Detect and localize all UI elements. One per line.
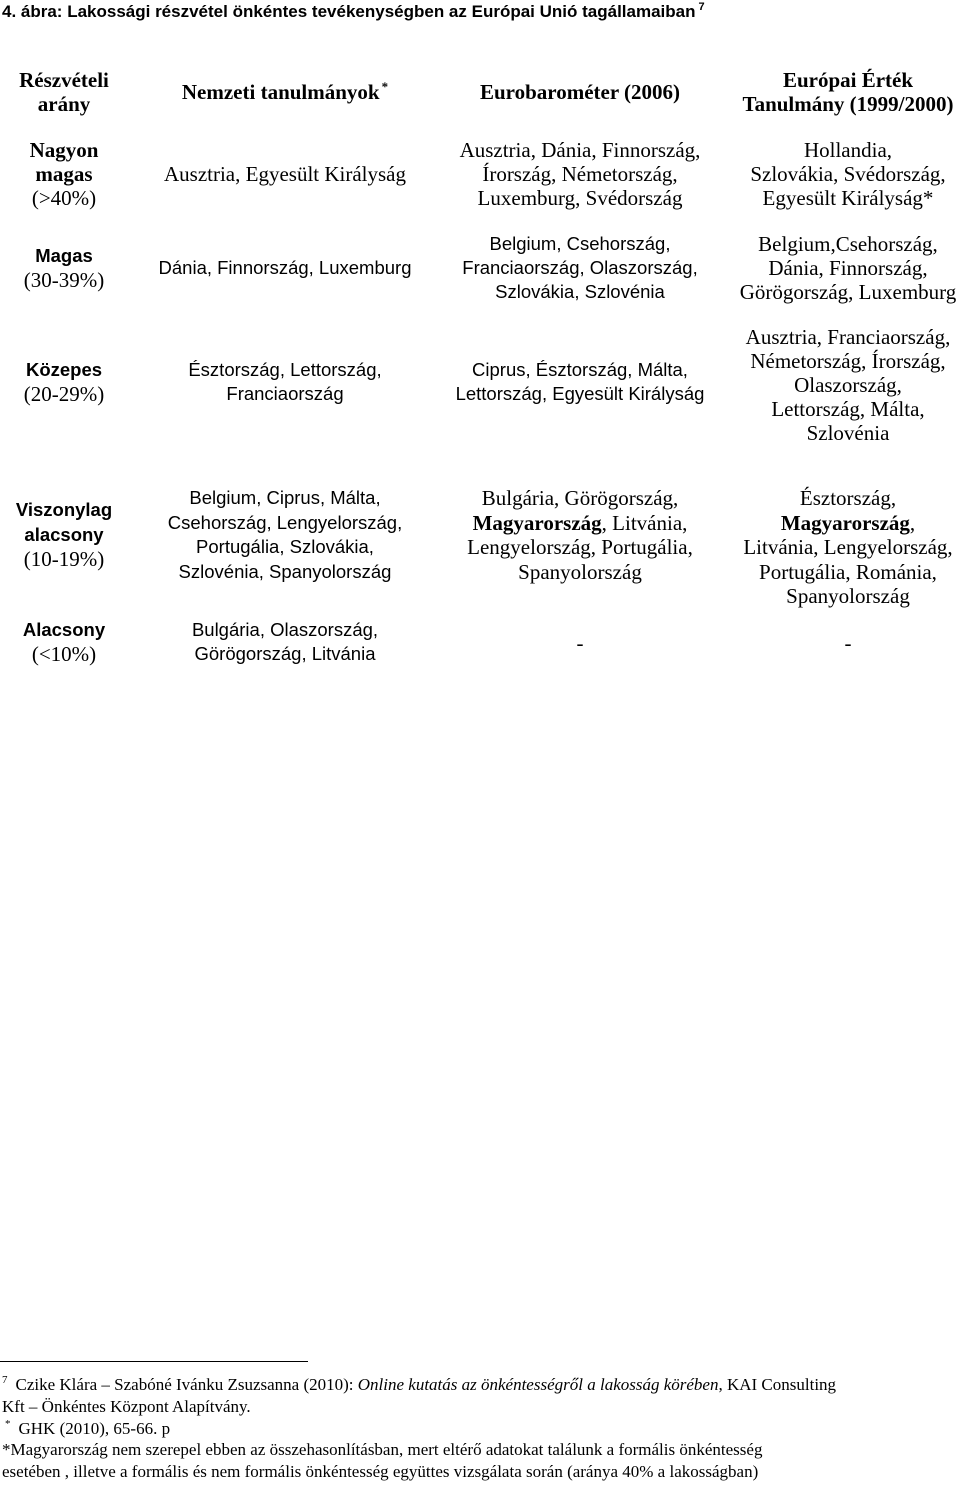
- national-studies-cell: [128, 256, 442, 280]
- cell-line: Belgium, Csehország,: [489, 233, 671, 254]
- level-range: (>40%): [31, 186, 97, 210]
- footnote-ref-mark: *: [381, 79, 389, 94]
- level-range: (10-19%): [23, 547, 105, 571]
- level-label: Viszonylag: [15, 499, 113, 520]
- cell-line: Lettország, Egyesült Királyság: [455, 383, 705, 404]
- footnote-hungary-note: *Magyarország nem szerepel ebben az összehasonlításban, mert eltérő adatokat találunk a formális önkéntesség: [2, 1440, 763, 1460]
- cell-line: Lengyelország, Portugália,: [467, 535, 693, 559]
- cell-line: Spanyolország: [786, 584, 910, 608]
- level-range: (30-39%): [23, 268, 105, 292]
- participation-level: [0, 244, 128, 292]
- header-line: Részvételi: [19, 68, 109, 92]
- national-studies-cell: [128, 358, 442, 406]
- cell-line: Olaszország,: [794, 373, 902, 397]
- cell-line: Bulgária, Olaszország,: [191, 619, 379, 640]
- evs-cell: [736, 232, 960, 304]
- cell-line: Szlovénia, Spanyolország: [178, 560, 392, 582]
- cell-line: Lettország, Málta,: [771, 397, 925, 421]
- cell-line: Szlovákia, Svédország,: [750, 162, 946, 186]
- cell-line: [736, 511, 960, 536]
- cell-line: Ciprus, Észtország, Málta,: [472, 359, 688, 380]
- cell-line: Litvánia, Lengyelország,: [743, 535, 953, 559]
- cell-line: Portugália, Szlovákia,: [196, 536, 374, 557]
- cell-line: Szlovénia: [806, 421, 890, 445]
- level-label: magas: [35, 162, 93, 186]
- cell-line: Franciaország: [226, 383, 344, 404]
- cell-line: Dánia, Finnország,: [768, 256, 928, 280]
- footnote-ref-mark: 7: [698, 1, 705, 14]
- cell-line: Hollandia,: [803, 138, 893, 162]
- footnote-source: GHK (2010), 65-66. p: [18, 1418, 171, 1438]
- footnotes: [2, 1374, 836, 1483]
- cell-line: Görögország, Luxemburg: [739, 280, 957, 304]
- cell-line: Ausztria, Dánia, Finnország,: [459, 138, 701, 162]
- cell-line: Írország, Németország,: [482, 162, 678, 186]
- header-eurobarometer: [442, 80, 718, 104]
- footnote-authors: Czike Klára – Szabóné Ivánku Zsuzsanna (2010):: [15, 1375, 358, 1394]
- national-studies-cell: [128, 486, 442, 584]
- level-label: Nagyon: [29, 138, 99, 162]
- header-european-values-study: [736, 68, 960, 116]
- footnote-work-title: Online kutatás az önkéntességről a lakosság körében: [357, 1375, 719, 1394]
- cell-line: Szlovákia, Szlovénia: [495, 281, 665, 302]
- cell-line: Belgium, Ciprus, Málta,: [189, 487, 381, 508]
- cell-line: Bulgária, Görögország,: [481, 486, 679, 510]
- level-label: Alacsony: [22, 619, 106, 640]
- cell-line: Észtország,: [799, 486, 897, 510]
- footnote-separator: [0, 1361, 308, 1362]
- eurobarometer-cell: [442, 232, 718, 304]
- figure-title: [2, 1, 705, 23]
- figure-title-text: 4. ábra: Lakossági részvétel önkéntes tevékenységben az Európai Unió tagállamaiban: [2, 2, 696, 21]
- footnote-mark: *: [5, 1417, 11, 1430]
- header-national-studies: [128, 80, 442, 104]
- header-line: Tanulmány (1999/2000): [742, 92, 954, 116]
- national-studies-cell: [128, 162, 442, 186]
- cell-line: Portugália, Románia,: [759, 559, 937, 584]
- cell-line: Ausztria, Franciaország,: [745, 325, 951, 349]
- header-text: Nemzeti tanulmányok: [181, 80, 380, 104]
- cell-line: Görögország, Litvánia: [194, 643, 376, 664]
- cell-line: Belgium,Csehország,: [758, 232, 938, 256]
- cell-line: Németország, Írország,: [750, 349, 946, 373]
- header-line: [128, 80, 442, 104]
- cell-line: Dánia, Finnország, Luxemburg: [158, 257, 412, 278]
- evs-cell: [736, 631, 960, 655]
- header-participation-rate: [0, 68, 128, 116]
- footnote-7: [2, 1374, 836, 1396]
- cell-line: Spanyolország: [518, 559, 642, 584]
- level-label: Magas: [35, 245, 93, 266]
- level-label: Közepes: [25, 359, 103, 380]
- cell-line: [442, 511, 718, 536]
- empty-cell-dash: -: [576, 631, 584, 655]
- footnote-star: [2, 1418, 836, 1440]
- evs-cell: [736, 138, 960, 210]
- evs-cell: [736, 486, 960, 609]
- eurobarometer-cell: [442, 358, 718, 406]
- national-studies-cell: [128, 618, 442, 666]
- eurobarometer-cell: [442, 486, 718, 584]
- evs-cell: [736, 325, 960, 445]
- header-line: Európai Érték: [782, 68, 914, 92]
- participation-level: [0, 498, 128, 572]
- cell-line: Észtország, Lettország,: [188, 359, 382, 380]
- cell-line-text: , Litvánia,: [601, 510, 688, 535]
- highlighted-country: Magyarország: [472, 510, 602, 535]
- cell-line: Franciaország, Olaszország,: [462, 257, 698, 278]
- footnote-mark: 7: [2, 1374, 8, 1387]
- empty-cell-dash: -: [844, 631, 852, 655]
- eurobarometer-cell: [442, 631, 718, 655]
- highlighted-country: Magyarország: [780, 510, 910, 535]
- participation-level: [0, 138, 128, 210]
- footnote-7-continued: Kft – Önkéntes Központ Alapítvány.: [2, 1396, 251, 1416]
- footnote-hungary-note: esetében , illetve a formális és nem formális önkéntesség együttes vizsgálata során (aránya 40% a lakosságban): [2, 1462, 759, 1481]
- level-range: (20-29%): [23, 382, 105, 406]
- level-range: (<10%): [31, 642, 97, 666]
- cell-line: Luxemburg, Svédország: [477, 186, 683, 210]
- level-label: alacsony: [24, 523, 104, 545]
- participation-level: [0, 618, 128, 666]
- cell-line-text: ,: [909, 510, 916, 535]
- cell-line: Egyesült Királyság*: [762, 186, 934, 210]
- cell-line: Csehország, Lengyelország,: [167, 511, 403, 533]
- header-line: arány: [37, 92, 91, 116]
- footnote-publisher: , KAI Consulting: [718, 1375, 837, 1394]
- eurobarometer-cell: [442, 138, 718, 210]
- header-line: Eurobarométer (2006): [479, 80, 681, 104]
- cell-line: Ausztria, Egyesült Királyság: [163, 162, 407, 186]
- participation-level: [0, 358, 128, 406]
